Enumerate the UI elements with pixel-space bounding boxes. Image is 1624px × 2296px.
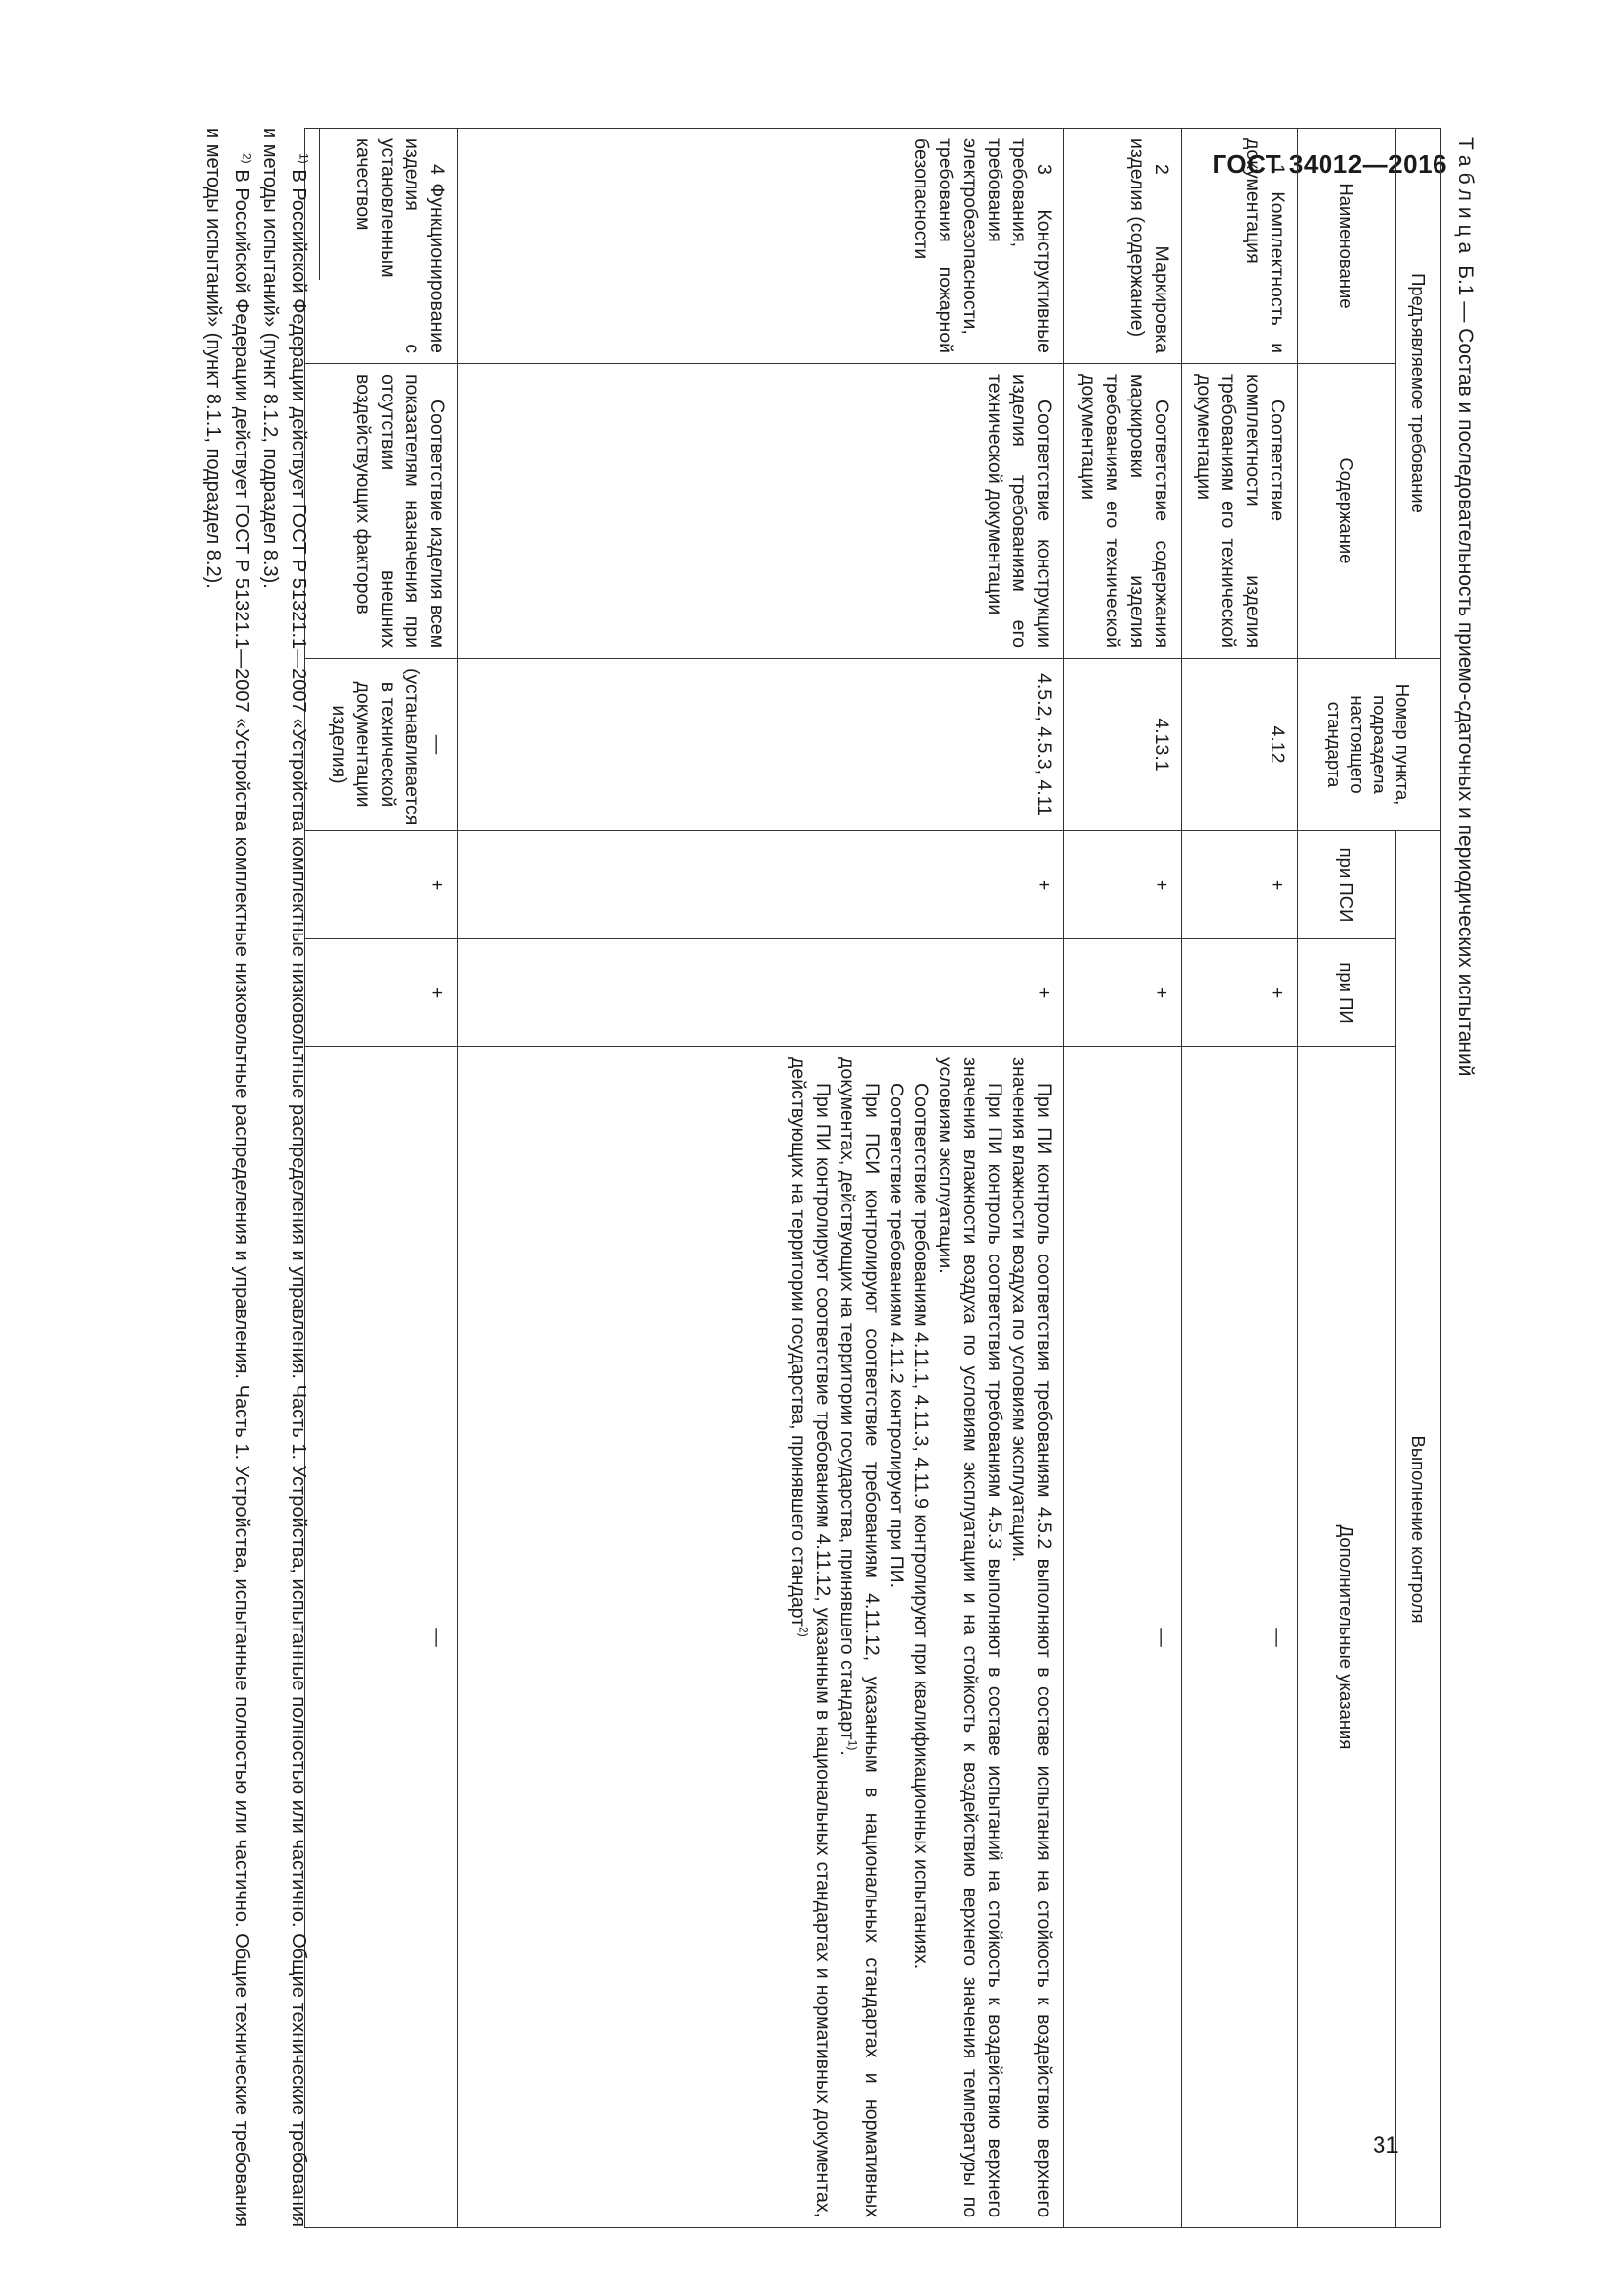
footnote-ref: 2)	[796, 1627, 811, 1637]
cell-content: Соответствие комплектности изделия требованиям его технической документации	[1182, 364, 1298, 659]
cell-name: 3 Конструктивные требования, требования электробезопасности, требования пожарной безопасности	[458, 129, 1064, 364]
cell-content: Соответствие содержания маркировки изделия требованиям его технической документации	[1064, 364, 1182, 659]
notes-paragraph: При ПИ контроль соответствия требованиям 4.5.2 выполняют в составе испытания на стойкость к воздействию верхнего значения влажности воздуха по условиям эксплуатации.	[1008, 1057, 1055, 2218]
table-caption-text: Б.1 — Состав и последовательность приемо-сдаточных и периодических испытаний	[1454, 265, 1477, 1077]
table-row	[458, 129, 1064, 2228]
cell-name: 1 Комплектность и документация	[1182, 129, 1298, 364]
cell-content: Соответствие изделия всем показателям назначения при отсутствии внешних воздействующих факторов	[305, 364, 458, 659]
cell-psi: +	[305, 831, 458, 939]
cell-pi: +	[1182, 939, 1298, 1047]
notes-paragraph: При ПИ контроль соответствия требованиям 4.5.3 выполняют в составе испытаний на стойкость к воздействию верхнего значения влажности воздуха по условиям эксплуатации и на стойкость к воздействию верхнего значения температуры по условиям эксплуатации.	[935, 1057, 1005, 2218]
table-row	[1064, 129, 1182, 2228]
cell-notes: —	[1064, 1047, 1182, 2228]
clause-note: (устанавливается в технической документации изделия)	[328, 668, 423, 826]
clause-dash: —	[426, 734, 448, 755]
table-row	[1182, 129, 1298, 2228]
cell-psi: +	[1064, 831, 1182, 939]
cell-notes	[458, 1047, 1064, 2228]
header-content: Содержание	[1298, 364, 1396, 659]
table-caption-prefix: Таблица	[1454, 137, 1477, 260]
tests-table	[304, 128, 1441, 2228]
cell-clause	[305, 659, 458, 831]
footnote	[198, 128, 255, 2227]
cell-pi: +	[458, 939, 1064, 1047]
footnote-ref: 1)	[845, 1739, 860, 1751]
cell-pi: +	[305, 939, 458, 1047]
cell-notes: —	[1182, 1047, 1298, 2228]
footnote-mark: 2)	[240, 153, 254, 164]
cell-name: 4 Функционирование изделия с установленным качеством	[305, 129, 458, 364]
footnote-divider	[319, 128, 320, 280]
footnotes	[198, 128, 312, 2227]
notes-paragraph	[785, 1057, 835, 2217]
header-clause: Номер пункта, подраздела настоящего стандарта	[1298, 659, 1441, 831]
notes-paragraph: Соответствие требованиям 4.11.2 контролируют при ПИ.	[886, 1083, 907, 1589]
cell-content: Соответствие конструкции изделия требованиям его технической документации	[458, 364, 1064, 659]
cell-notes: —	[305, 1047, 458, 2228]
header-notes: Дополнительные указания	[1298, 1047, 1396, 2228]
notes-text: При ПИ контролируют соответствие требованиям 4.11.12, указанным в национальных стандартах и нормативных документах, действующих на территории государства, принявшего стандарт	[787, 1057, 834, 2218]
footnote-text: В Российской Федерации действует ГОСТ Р 51321.1—2007 «Устройства комплектные низковольтные распределения и управления. Часть 1. Устройства, испытанные полностью или частично. Общие технические требования и методы испытаний» (пункт 8.1.1, подраздел 8.2).	[202, 128, 252, 2227]
cell-psi: +	[1182, 831, 1298, 939]
header-psi: при ПСИ	[1298, 831, 1396, 939]
table-caption	[1445, 128, 1485, 2227]
notes-paragraph: При ПСИ контролируют соответствие требованиям 4.11.12, указанным в национальных стандартах и нормативных документах, действующих на территории государства, принявшего стандарт$^{1)}$.	[837, 1057, 883, 2218]
notes-paragraph: Соответствие требованиям 4.11.1, 4.11.3, 4.11.9 контролируют при квалификационных испытаниях.	[910, 1083, 932, 1970]
cell-pi: +	[1064, 939, 1182, 1047]
cell-name: 2 Маркировка изделия (содержание)	[1064, 129, 1182, 364]
header-name: Наименование	[1298, 129, 1396, 364]
cell-clause: 4.12	[1182, 659, 1298, 831]
rotated-table-area	[115, 128, 1485, 2227]
cell-clause: 4.5.2, 4.5.3, 4.11	[458, 659, 1064, 831]
header-group-control: Выполнение контроля	[1396, 831, 1441, 2228]
cell-clause: 4.13.1	[1064, 659, 1182, 831]
header-pi: при ПИ	[1298, 939, 1396, 1047]
footnote	[255, 128, 312, 2227]
footnote-mark: 1)	[297, 153, 311, 164]
cell-psi: +	[458, 831, 1064, 939]
table-row	[305, 129, 458, 2228]
notes-text: При ПСИ контролируют соответствие требованиям 4.11.12, указанным в национальных стандартах и нормативных документах, действующих на территории государства, принявшего стандарт	[837, 1057, 883, 2218]
page-number: 31	[1373, 2132, 1399, 2159]
footnote-text: В Российской Федерации действует ГОСТ Р 51321.1—2007 «Устройства комплектные низковольтные распределения и управления. Часть 1. Устройства, испытанные полностью или частично. Общие технические требования и методы испытаний» (пункт 8.1.2, подраздел 8.3).	[259, 128, 309, 2227]
standard-header: ГОСТ 34012—2016	[1212, 149, 1447, 179]
header-group-requirement: Предъявляемое требование	[1396, 129, 1441, 659]
